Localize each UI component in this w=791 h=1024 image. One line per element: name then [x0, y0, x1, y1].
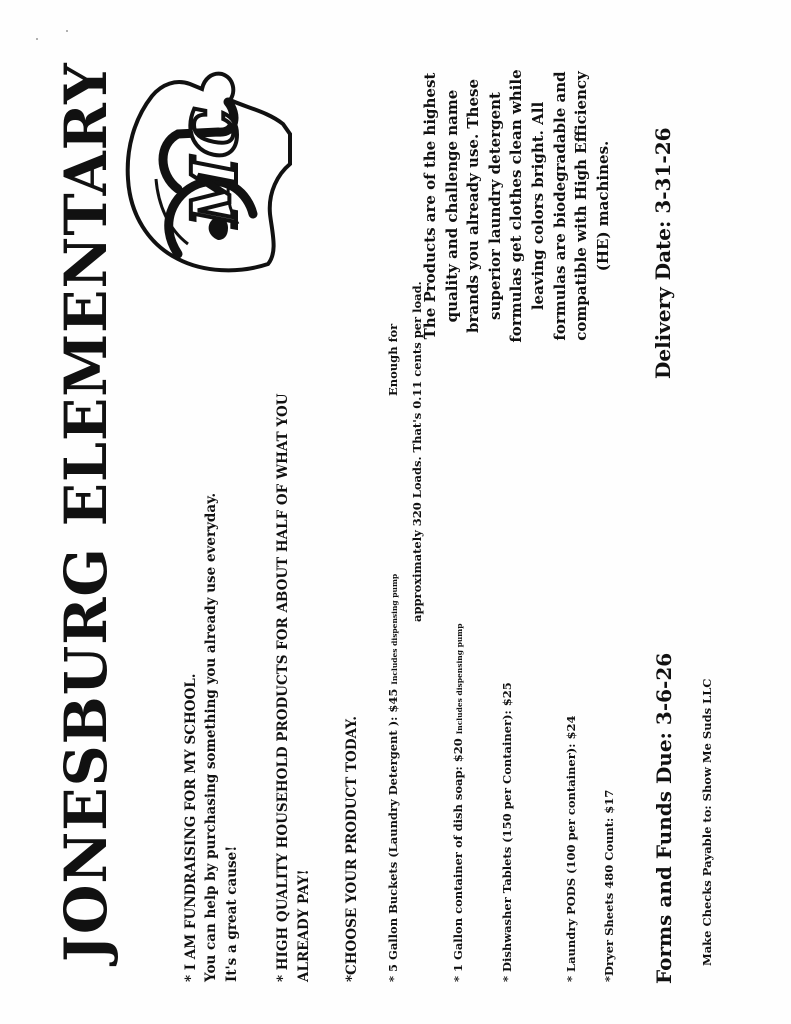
description-line: leaving colors bright. All	[528, 101, 547, 311]
product-laundry-pods: * Laundry PODS (100 per container): $24	[564, 715, 578, 982]
product-buckets-line-2: approximately 320 Loads. That's 0.11 cents per load.	[410, 281, 424, 622]
quality-line-2: ALREADY PAY!	[296, 869, 312, 982]
forms-due-date: Forms and Funds Due: 3-6-26	[652, 652, 676, 984]
school-title: JONESBURG ELEMENTARY	[52, 62, 120, 962]
product-dryer-sheets: *Dryer Sheets 480 Count: $17	[602, 789, 616, 982]
intro-line-3: It's a great cause!	[224, 845, 240, 982]
mustang-mc-logo-icon	[118, 44, 293, 284]
product-dishwasher-tablets: * Dishwasher Tablets (150 per Container): $25	[500, 682, 514, 982]
product-dish-soap	[451, 624, 465, 983]
description-line: compatible with High Efficiency	[572, 71, 591, 341]
description-line: (HE) machines.	[593, 140, 612, 272]
product-buckets	[386, 574, 400, 982]
description-line: formulas get clothes clean while	[507, 69, 526, 343]
intro-line-2: You can help by purchasing something you already use everyday.	[203, 492, 219, 982]
description-line: The Products are of the highest	[421, 72, 439, 340]
product-buckets-main: * 5 Gallon Buckets (Laundry Detergent ): $45	[386, 688, 400, 982]
product-buckets-extra: Enough for	[386, 323, 400, 396]
quality-line-1: * HIGH QUALITY HOUSEHOLD PRODUCTS FOR ABOUT HALF OF WHAT YOU	[275, 393, 291, 982]
description-line: brands you already use. These	[464, 79, 483, 333]
description-line: quality and challenge name	[442, 89, 461, 323]
logo-letters: MC	[178, 108, 251, 226]
choose-heading: *CHOOSE YOUR PRODUCT TODAY.	[344, 716, 360, 982]
description-line: superior laundry detergent	[485, 92, 504, 320]
description-line: formulas are biodegradable and	[550, 71, 569, 341]
product-dish-soap-main: * 1 Gallon container of dish soap: $20	[451, 738, 465, 982]
delivery-date: Delivery Date: 3-31-26	[651, 127, 675, 379]
checks-payable: Make Checks Payable to: Show Me Suds LLC	[700, 678, 714, 966]
product-dish-soap-note: Includes dispensing pump	[455, 623, 464, 735]
product-buckets-note: Includes dispensing pump	[390, 573, 399, 685]
intro-line-1: * I AM FUNDRAISING FOR MY SCHOOL.	[183, 673, 199, 982]
product-description	[420, 56, 614, 356]
